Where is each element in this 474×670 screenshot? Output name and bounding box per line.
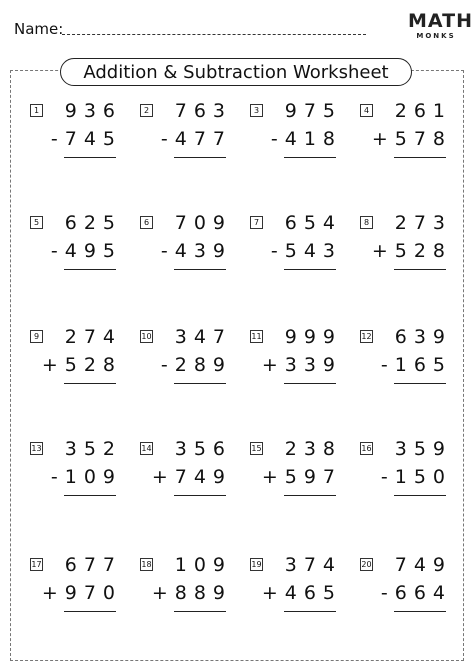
problem-number: 8: [360, 216, 373, 229]
problem-16: [360, 438, 452, 498]
problem-1: [30, 100, 122, 160]
name-label: Name:: [14, 20, 64, 38]
answer-line[interactable]: [64, 495, 116, 496]
top-operand: 625: [64, 212, 122, 234]
answer-line[interactable]: [174, 383, 226, 384]
answer-line[interactable]: [64, 157, 116, 158]
problem-number: 3: [250, 104, 263, 117]
bottom-operand: -109: [50, 466, 122, 488]
problem-17: [30, 554, 122, 614]
top-operand: 936: [64, 100, 122, 122]
problem-2: [140, 100, 232, 160]
bottom-operand: -439: [160, 240, 232, 262]
top-operand: 749: [394, 554, 452, 576]
problem-9: [30, 326, 122, 386]
bottom-operand: -418: [270, 128, 342, 150]
problem-3: [250, 100, 342, 160]
problem-number: 18: [141, 560, 152, 569]
top-operand: 261: [394, 100, 452, 122]
bottom-operand: -664: [380, 582, 452, 604]
answer-line[interactable]: [284, 383, 336, 384]
bottom-operand: +749: [151, 466, 232, 488]
answer-line[interactable]: [284, 495, 336, 496]
top-operand: 639: [394, 326, 452, 348]
bottom-operand: -495: [50, 240, 122, 262]
bottom-operand: -165: [380, 354, 452, 376]
problem-13: [30, 438, 122, 498]
top-operand: 352: [64, 438, 122, 460]
problem-19: [250, 554, 342, 614]
bottom-operand: +465: [261, 582, 342, 604]
answer-line[interactable]: [394, 611, 446, 612]
top-operand: 999: [284, 326, 342, 348]
problem-12: [360, 326, 452, 386]
bottom-operand: -150: [380, 466, 452, 488]
problem-18: [140, 554, 232, 614]
top-operand: 238: [284, 438, 342, 460]
problem-number: 19: [251, 560, 262, 569]
answer-line[interactable]: [64, 269, 116, 270]
top-operand: 274: [64, 326, 122, 348]
answer-line[interactable]: [394, 383, 446, 384]
problem-number: 5: [30, 216, 43, 229]
answer-line[interactable]: [174, 495, 226, 496]
problem-number: 1: [30, 104, 43, 117]
bottom-operand: -543: [270, 240, 342, 262]
answer-line[interactable]: [64, 611, 116, 612]
problem-number: 6: [140, 216, 153, 229]
answer-line[interactable]: [284, 611, 336, 612]
problem-number: 10: [141, 332, 152, 341]
problem-6: [140, 212, 232, 272]
problem-number: 15: [251, 444, 262, 453]
problem-15: [250, 438, 342, 498]
problem-number: 11: [251, 332, 262, 341]
problem-number: 13: [31, 444, 42, 453]
problem-4: [360, 100, 452, 160]
problem-number: 7: [250, 216, 263, 229]
problem-number: 4: [360, 104, 373, 117]
problem-number: 20: [361, 560, 372, 569]
top-operand: 975: [284, 100, 342, 122]
answer-line[interactable]: [64, 383, 116, 384]
math-monks-logo: [408, 10, 473, 48]
problem-11: [250, 326, 342, 386]
answer-line[interactable]: [174, 269, 226, 270]
bottom-operand: +528: [371, 240, 452, 262]
answer-line[interactable]: [284, 269, 336, 270]
answer-line[interactable]: [394, 495, 446, 496]
bottom-operand: -289: [160, 354, 232, 376]
logo-sub-text: MONKS: [416, 32, 456, 40]
top-operand: 347: [174, 326, 232, 348]
bottom-operand: +528: [41, 354, 122, 376]
problem-8: [360, 212, 452, 272]
problem-number: 14: [141, 444, 152, 453]
problem-7: [250, 212, 342, 272]
bottom-operand: +970: [41, 582, 122, 604]
problem-number: 2: [140, 104, 153, 117]
problem-14: [140, 438, 232, 498]
problem-5: [30, 212, 122, 272]
top-operand: 709: [174, 212, 232, 234]
logo-main-text: MATH: [408, 10, 473, 32]
top-operand: 273: [394, 212, 452, 234]
bottom-operand: -745: [50, 128, 122, 150]
problem-number: 17: [31, 560, 42, 569]
answer-line[interactable]: [174, 157, 226, 158]
problem-number: 16: [361, 444, 372, 453]
bottom-operand: +339: [261, 354, 342, 376]
problem-number: 12: [361, 332, 372, 341]
bottom-operand: +578: [371, 128, 452, 150]
top-operand: 356: [174, 438, 232, 460]
bottom-operand: +597: [261, 466, 342, 488]
name-input-line[interactable]: [62, 34, 366, 35]
top-operand: 359: [394, 438, 452, 460]
problem-10: [140, 326, 232, 386]
top-operand: 763: [174, 100, 232, 122]
top-operand: 654: [284, 212, 342, 234]
bottom-operand: +889: [151, 582, 232, 604]
answer-line[interactable]: [174, 611, 226, 612]
answer-line[interactable]: [284, 157, 336, 158]
top-operand: 374: [284, 554, 342, 576]
answer-line[interactable]: [394, 269, 446, 270]
worksheet-title: Addition & Subtraction Worksheet: [60, 58, 412, 86]
bottom-operand: -477: [160, 128, 232, 150]
problem-number: 9: [30, 330, 43, 343]
answer-line[interactable]: [394, 157, 446, 158]
top-operand: 677: [64, 554, 122, 576]
top-operand: 109: [174, 554, 232, 576]
problem-20: [360, 554, 452, 614]
